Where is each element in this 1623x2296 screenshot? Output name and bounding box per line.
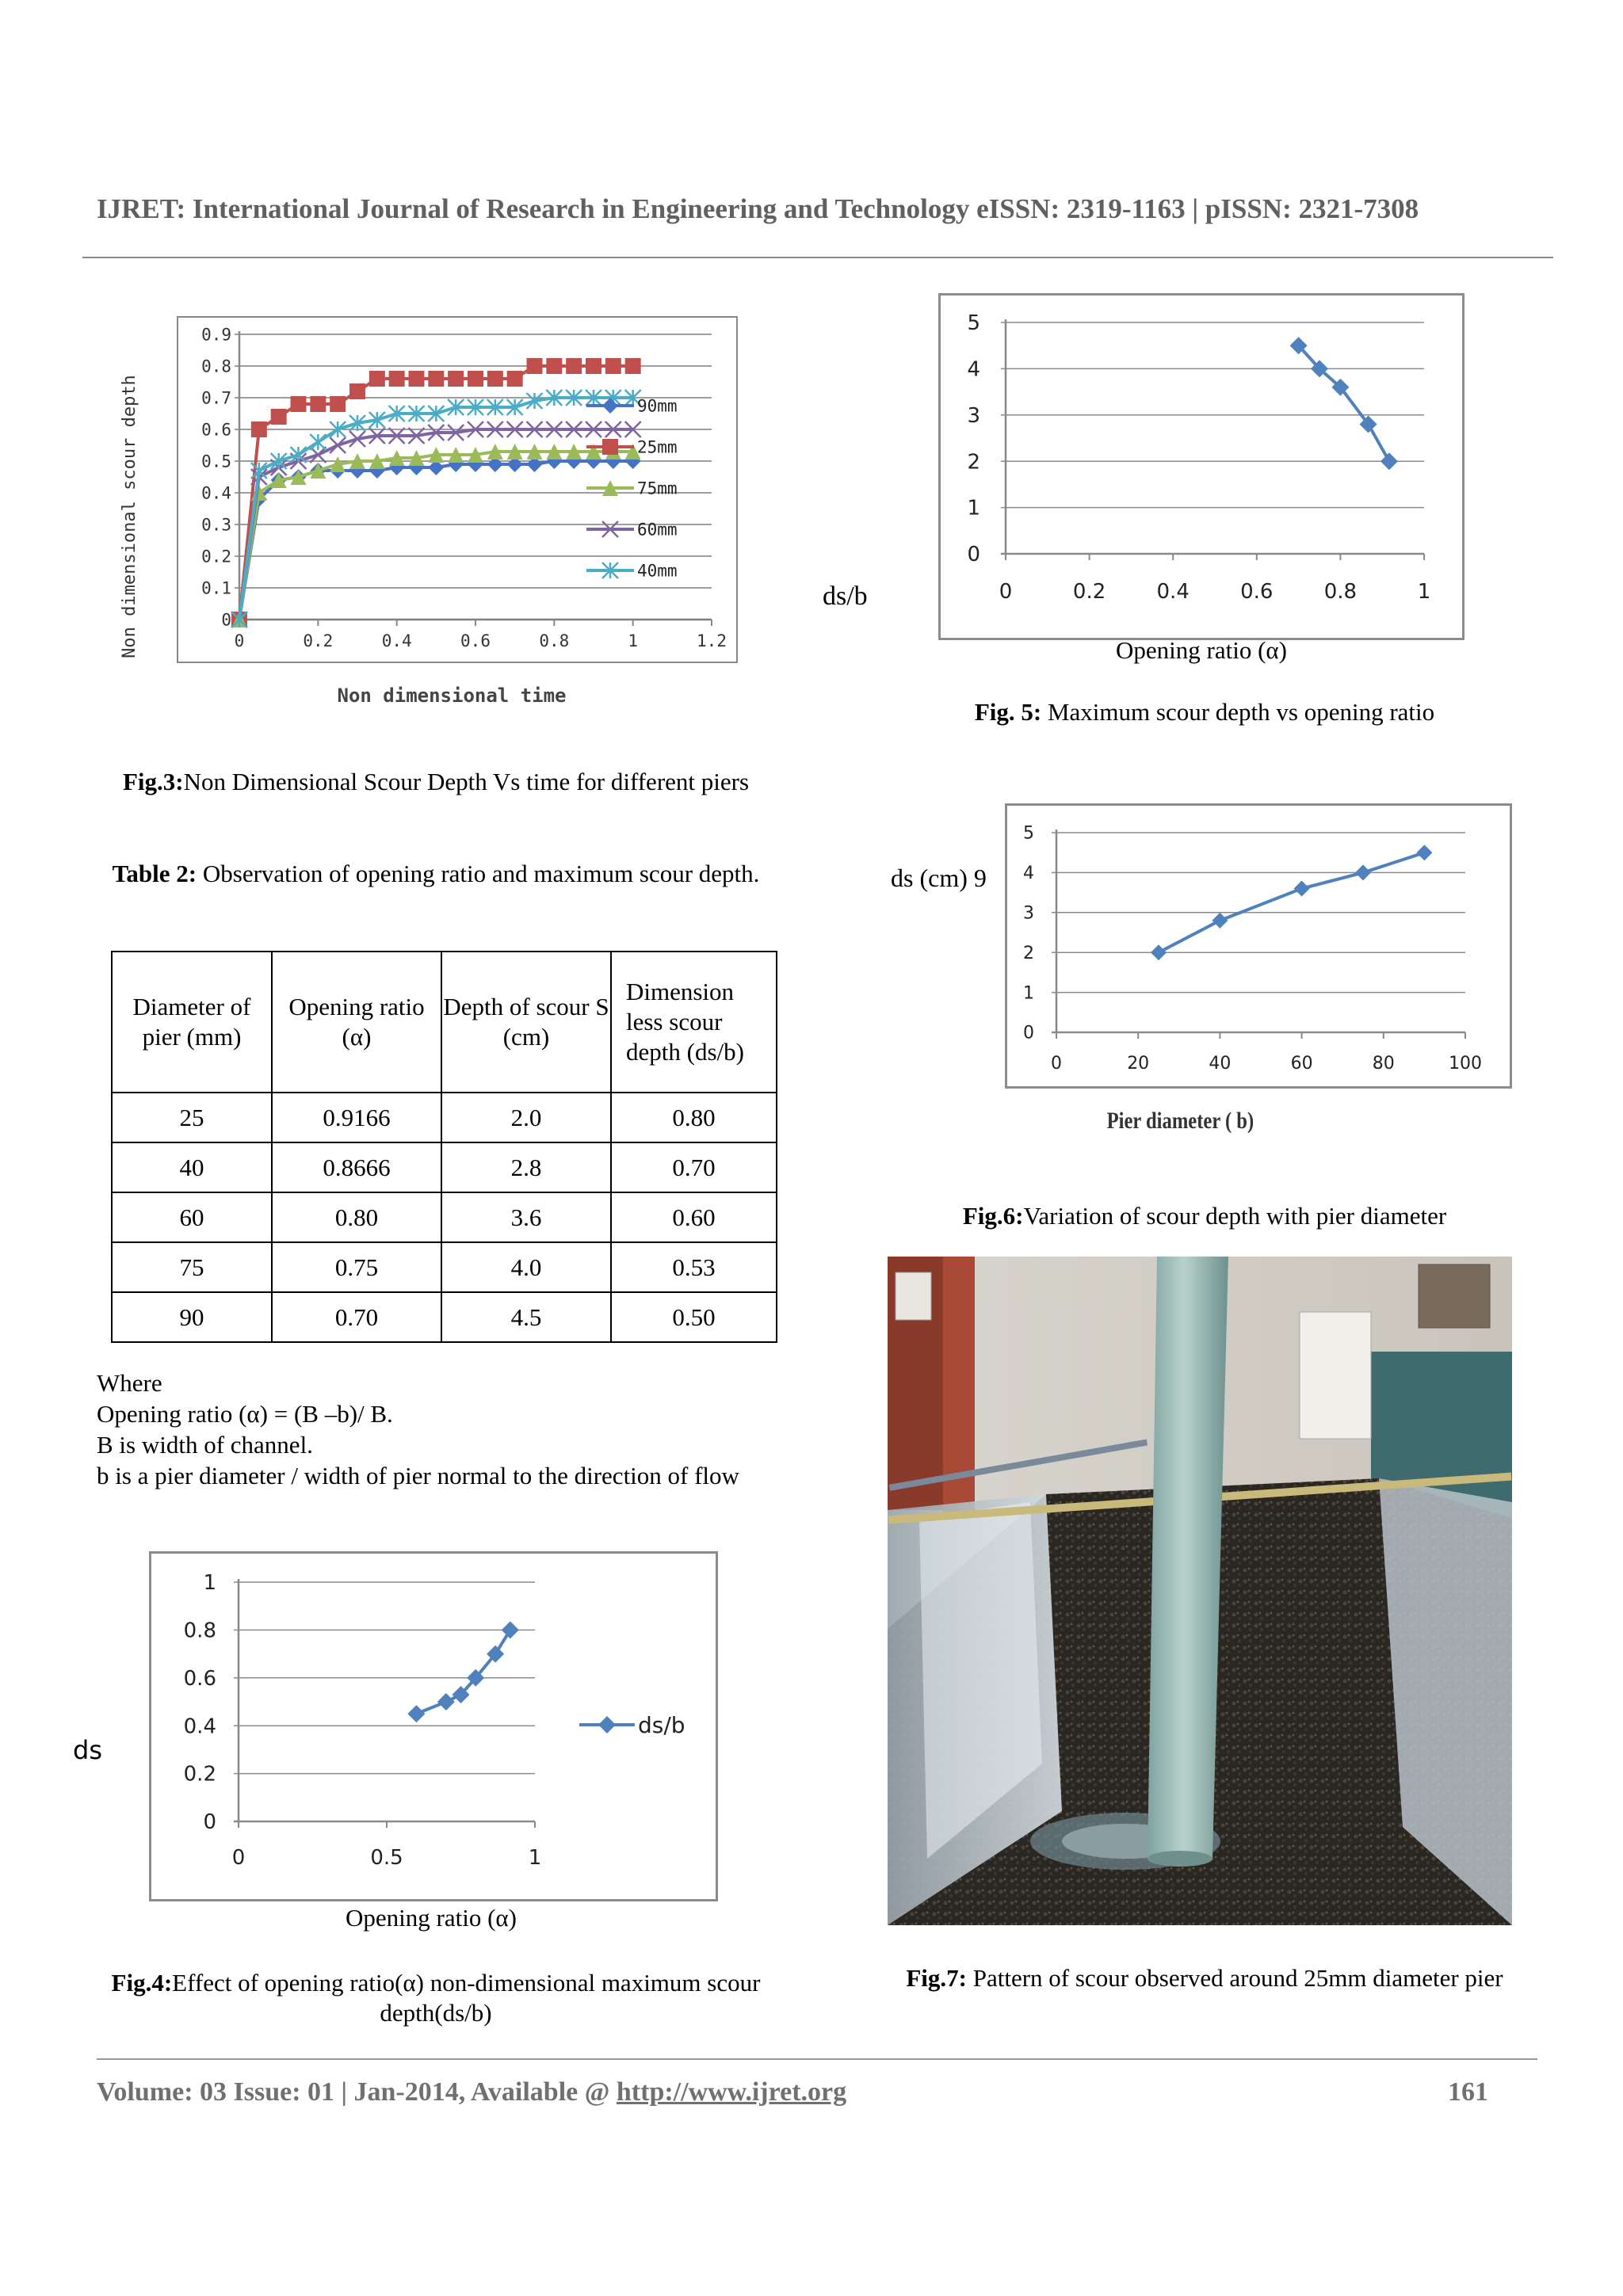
- chart-point: [625, 358, 641, 374]
- page-number: 161: [1448, 2077, 1488, 2107]
- table-cell: 60: [112, 1192, 272, 1242]
- table-row: [112, 1242, 777, 1292]
- y-tick-label: 0.8: [201, 357, 231, 376]
- y-tick-label: 0: [1023, 1023, 1034, 1043]
- fig5-svg: [941, 296, 1462, 638]
- x-tick-label: 0: [1051, 1054, 1062, 1074]
- table-cell: 0.80: [272, 1192, 441, 1242]
- table-row: [112, 1093, 777, 1142]
- table-cell: 25: [112, 1093, 272, 1142]
- table-cell: 0.70: [611, 1142, 777, 1192]
- y-tick-label: 0.6: [183, 1666, 216, 1691]
- fig4-series: [407, 1621, 518, 1722]
- table-cell: 0.60: [611, 1192, 777, 1242]
- chart-point: [605, 358, 621, 374]
- y-tick-label: 4: [967, 357, 980, 382]
- fig5-caption: [888, 697, 1522, 727]
- table2-header-cell: Opening ratio (α): [272, 952, 441, 1093]
- table2-header-row: [112, 952, 777, 1093]
- fig3-chart: [111, 311, 761, 723]
- fig4-x-axis-label: [149, 1903, 713, 1933]
- table-cell: 75: [112, 1242, 272, 1292]
- chart-point: [487, 371, 503, 387]
- y-tick-label: 0.2: [183, 1762, 216, 1787]
- y-tick-label: 0.2: [201, 547, 231, 566]
- fig5-x-axis-label-text: Opening ratio (α): [1116, 636, 1287, 664]
- chart-point: [598, 1716, 616, 1733]
- chart-point: [310, 396, 326, 412]
- x-tick-label: 0: [231, 1846, 246, 1870]
- x-tick-label: 0: [234, 631, 245, 650]
- x-tick-label: 20: [1127, 1054, 1150, 1074]
- y-tick-label: 0.8: [183, 1619, 216, 1643]
- fig5-x-axis-label: [938, 635, 1465, 666]
- y-tick-label: 1: [967, 496, 980, 521]
- chart-point: [369, 371, 385, 387]
- chart-point: [602, 439, 618, 455]
- chart-point: [291, 396, 307, 412]
- y-tick-label: 0.1: [201, 578, 231, 598]
- chart-point: [349, 383, 365, 399]
- series-line: [416, 1630, 510, 1714]
- y-tick-label: 1: [203, 1571, 216, 1596]
- legend-label: ds/b: [638, 1711, 685, 1738]
- footer-volume-text: Volume: 03 Issue: 01 | Jan-2014, Available @: [97, 2077, 617, 2107]
- table-cell: 90: [112, 1292, 272, 1342]
- x-tick-label: 0.6: [460, 631, 491, 650]
- y-tick-label: 4: [1023, 864, 1034, 884]
- chart-point: [448, 371, 464, 387]
- fig4-grid: [234, 1579, 535, 1828]
- table2-caption: [111, 859, 761, 889]
- x-tick-label: 0.2: [1072, 580, 1106, 604]
- fig3-caption: [111, 767, 761, 797]
- fig5-series: [1290, 337, 1398, 470]
- y-tick-label: 2: [1023, 943, 1034, 963]
- y-tick-label: 3: [1023, 903, 1034, 924]
- table2-header-cell: Dimension less scour depth (ds/b): [611, 952, 777, 1093]
- table2-header-cell: Depth of scour S (cm): [441, 952, 611, 1093]
- x-tick-label: 1.2: [697, 631, 727, 650]
- fig4-caption-text: Effect of opening ratio(α) non-dimensional maximum scour depth(ds/b): [172, 1969, 761, 2027]
- table2-caption-label: Table 2:: [112, 860, 197, 887]
- y-tick-label: 0: [221, 610, 231, 630]
- table-row: [112, 1142, 777, 1192]
- legend-label: 40mm: [637, 561, 678, 581]
- chart-point: [389, 371, 405, 387]
- chart-point: [1151, 944, 1167, 960]
- table2-wrapper: [111, 951, 777, 1343]
- chart-point: [407, 1705, 425, 1722]
- fig4-chart: [149, 1551, 718, 1901]
- fig3-y-axis-label: Non dimensional scour depth: [120, 375, 139, 658]
- fig6-ticks: [1023, 824, 1482, 1074]
- where-line: Where: [97, 1369, 162, 1397]
- fig7-caption-label: Fig.7:: [906, 1964, 967, 1992]
- fig5-y-axis-label: ds/b: [823, 582, 868, 611]
- x-tick-label: 0.8: [539, 631, 570, 650]
- legend-label: 25mm: [637, 437, 678, 457]
- table-cell: 40: [112, 1142, 272, 1192]
- fig4-legend: [579, 1712, 685, 1738]
- table2-header-cell: Diameter of pier (mm): [112, 952, 272, 1093]
- table-cell: 0.9166: [272, 1093, 441, 1142]
- fig7-photo: [888, 1257, 1512, 1925]
- fig4-x-axis-label-text: Opening ratio (α): [346, 1904, 517, 1932]
- table-cell: 0.75: [272, 1242, 441, 1292]
- series-line: [1159, 852, 1424, 952]
- y-tick-label: 0.6: [201, 420, 231, 440]
- where-line: B is width of channel.: [97, 1431, 313, 1459]
- fig5-grid: [1001, 319, 1424, 560]
- fig6-svg: [1007, 806, 1510, 1086]
- fig5-chart: [938, 293, 1465, 640]
- chart-point: [1381, 452, 1398, 470]
- y-tick-label: 3: [967, 403, 980, 428]
- fig6-caption-text: Variation of scour depth with pier diameter: [1023, 1202, 1447, 1230]
- chart-point: [251, 421, 267, 437]
- where-line: Opening ratio (α) = (B –b)/ B.: [97, 1400, 393, 1428]
- table-cell: 0.80: [611, 1093, 777, 1142]
- chart-point: [409, 371, 425, 387]
- fig3-x-axis-label: Non dimensional time: [337, 685, 567, 707]
- y-tick-label: 5: [1023, 823, 1034, 844]
- y-tick-label: 0.3: [201, 515, 231, 535]
- chart-point: [507, 371, 523, 387]
- chart-series: [1290, 337, 1398, 470]
- chart-point: [330, 396, 346, 412]
- fig5-caption-label: Fig. 5:: [974, 698, 1042, 726]
- fig5-caption-text: Maximum scour depth vs opening ratio: [1041, 698, 1435, 726]
- table-cell: 0.70: [272, 1292, 441, 1342]
- y-tick-label: 2: [967, 450, 980, 475]
- table-cell: 2.8: [441, 1142, 611, 1192]
- fig6-caption-label: Fig.6:: [962, 1202, 1024, 1230]
- table-row: [112, 1292, 777, 1342]
- chart-series: [407, 1621, 518, 1722]
- chart-series: [1151, 845, 1432, 960]
- chart-point: [271, 409, 287, 425]
- footer-rule: [97, 2058, 1537, 2060]
- x-tick-label: 0: [999, 580, 1013, 604]
- fig6-series: [1151, 845, 1432, 960]
- table-cell: 0.50: [611, 1292, 777, 1342]
- x-tick-label: 1: [1417, 580, 1431, 604]
- y-tick-label: 0: [967, 543, 980, 567]
- chart-point: [1212, 913, 1228, 929]
- chart-point: [546, 358, 562, 374]
- table-row: [112, 1192, 777, 1242]
- where-line: b is a pier diameter / width of pier normal to the direction of flow: [97, 1462, 739, 1489]
- x-tick-label: 60: [1290, 1054, 1313, 1074]
- x-tick-label: 1: [528, 1846, 542, 1870]
- table2-caption-text: Observation of opening ratio and maximum scour depth.: [197, 860, 760, 887]
- fig3-caption-text: Non Dimensional Scour Depth Vs time for different piers: [183, 768, 750, 795]
- y-tick-label: 1: [1023, 983, 1034, 1004]
- chart-point: [468, 371, 483, 387]
- y-tick-label: 5: [967, 311, 980, 336]
- x-tick-label: 0.8: [1323, 580, 1358, 604]
- x-tick-label: 40: [1209, 1054, 1232, 1074]
- chart-point: [527, 358, 543, 374]
- x-tick-label: 0.4: [381, 631, 412, 650]
- fig6-x-axis-label: Pier diameter ( b): [1106, 1108, 1254, 1134]
- fig7-caption-text: Pattern of scour observed around 25mm diameter pier: [966, 1964, 1503, 1992]
- x-tick-label: 0.2: [303, 631, 334, 650]
- table2-body: [112, 1093, 777, 1342]
- x-tick-label: 0.6: [1240, 580, 1274, 604]
- where-definitions: [97, 1367, 770, 1491]
- series-line: [1299, 345, 1389, 461]
- fig7-photo-svg: [888, 1257, 1512, 1925]
- fig3-caption-label: Fig.3:: [122, 768, 184, 795]
- x-tick-label: 100: [1449, 1054, 1482, 1074]
- chart-point: [437, 1693, 455, 1711]
- fig4-y-axis-label: ds: [73, 1735, 102, 1765]
- chart-point: [1416, 845, 1432, 860]
- table-cell: 4.0: [441, 1242, 611, 1292]
- fig4-caption-label: Fig.4:: [111, 1969, 173, 1997]
- fig4-caption: [111, 1968, 761, 2028]
- running-footer: [97, 2077, 846, 2107]
- table-cell: 2.0: [441, 1093, 611, 1142]
- legend-label: 75mm: [637, 479, 678, 498]
- header-rule: [82, 257, 1553, 258]
- fig5-ticks: [967, 311, 1430, 604]
- fig6-chart: [1005, 803, 1512, 1089]
- x-tick-label: 80: [1372, 1054, 1395, 1074]
- legend-label: 60mm: [637, 520, 678, 540]
- table-cell: 0.53: [611, 1242, 777, 1292]
- x-tick-label: 1: [628, 631, 638, 650]
- y-tick-label: 0.4: [201, 483, 231, 503]
- chart-point: [428, 371, 444, 387]
- table-cell: 3.6: [441, 1192, 611, 1242]
- chart-point: [566, 358, 582, 374]
- fig6-y-axis-label: ds (cm) 9: [891, 864, 987, 892]
- x-tick-label: 0.4: [1156, 580, 1190, 604]
- chart-point: [1355, 864, 1371, 880]
- y-tick-label: 0: [203, 1810, 216, 1835]
- journal-link[interactable]: http://www.ijret.org: [616, 2077, 847, 2107]
- fig3-svg: [111, 311, 761, 723]
- table2: [111, 951, 777, 1343]
- fig6-caption: [888, 1201, 1522, 1231]
- legend-label: 90mm: [637, 396, 678, 416]
- y-tick-label: 0.5: [201, 452, 231, 471]
- chart-point: [502, 1621, 519, 1638]
- x-tick-label: 0.5: [370, 1846, 403, 1870]
- running-header: IJRET: International Journal of Research in Engineering and Technology eISSN: 2319-1163 | pISSN: 2321-7308: [97, 193, 1419, 224]
- table-cell: 0.8666: [272, 1142, 441, 1192]
- y-tick-label: 0.9: [201, 325, 231, 345]
- fig7-caption: [872, 1963, 1537, 1993]
- y-tick-label: 0.4: [183, 1714, 216, 1739]
- y-tick-label: 0.7: [201, 388, 231, 408]
- chart-point: [1294, 881, 1310, 897]
- fig4-ticks: [184, 1571, 542, 1870]
- chart-point: [586, 358, 601, 374]
- fig4-svg: [151, 1554, 716, 1899]
- table-cell: 4.5: [441, 1292, 611, 1342]
